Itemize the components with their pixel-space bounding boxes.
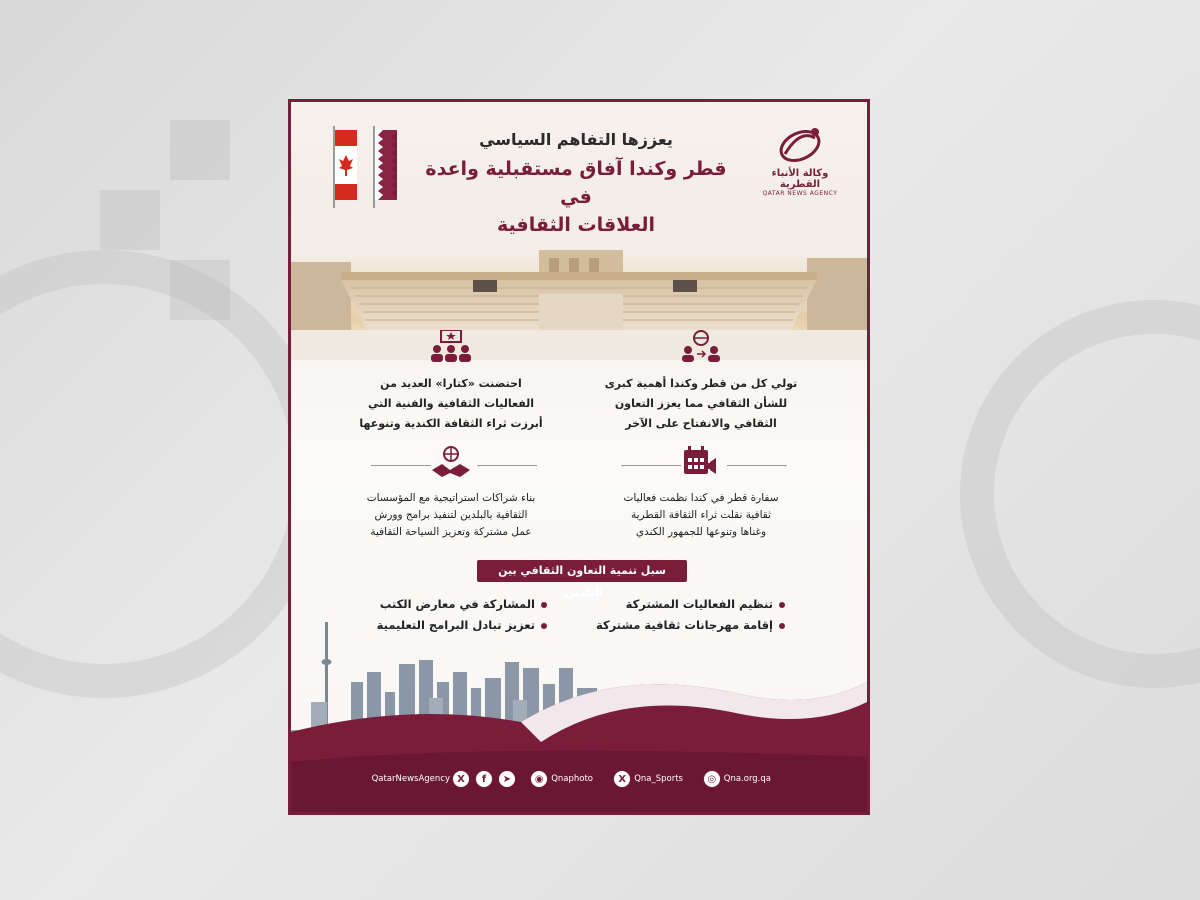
qna-logo xyxy=(755,124,845,197)
x-icon: X xyxy=(452,770,470,788)
headline-subtitle: يعززها التفاهم السياسي xyxy=(479,130,673,149)
info-line: وغناها وتنوعها للجمهور الكندي xyxy=(635,526,767,538)
qna-link[interactable]: QatarNewsAgency X f ➤ xyxy=(372,768,519,790)
info-line: للشأن الثقافي مما يعزز التعاون xyxy=(614,397,788,410)
headline-title-line2: العلاقات الثقافية xyxy=(496,214,655,236)
logo-english-text: QATAR NEWS AGENCY xyxy=(762,190,838,197)
canada-flag xyxy=(333,126,361,212)
globe-icon: ◎ xyxy=(703,770,721,788)
social-bar xyxy=(371,768,771,792)
info-line: بناء شراكات استراتيجية مع المؤسسات xyxy=(366,492,536,504)
info-line: الثقافية بالبلدين لتنفيذ برامج وورش xyxy=(374,509,528,521)
info-block-embassy xyxy=(591,446,811,541)
info-block-katara xyxy=(341,330,561,434)
info-line: تولي كل من قطر وكندا أهمية كبرى xyxy=(604,377,798,390)
handshake-icon xyxy=(430,446,472,478)
sports-link[interactable]: X Qna_Sports xyxy=(611,768,683,790)
qna-emblem-icon xyxy=(775,124,825,168)
telegram-icon: ➤ xyxy=(498,770,516,788)
info-line: الثقافي والانفتاح على الآخر xyxy=(625,417,777,430)
way-item: المشاركة في معارض الكتب xyxy=(380,597,547,611)
ways-title: سبل تنمية التعاون الثقافي بين البلدين: xyxy=(477,560,687,582)
info-line: ثقافية نقلت ثراء الثقافة القطرية xyxy=(630,509,772,521)
way-item: تنظيم الفعاليات المشتركة xyxy=(626,597,785,611)
instagram-icon: ◉ xyxy=(530,770,548,788)
info-block-importance xyxy=(591,330,811,434)
headline xyxy=(411,130,741,239)
background-logo-arc-right xyxy=(960,300,1200,688)
qatar-flag xyxy=(373,126,401,212)
background-square xyxy=(170,120,230,180)
info-line: احتضنت «كتارا» العديد من xyxy=(380,377,522,390)
info-line: الفعاليات الثقافية والفنية التي xyxy=(367,397,535,410)
info-line: عمل مشتركة وتعزيز السياحة الثقافية xyxy=(370,526,532,538)
background-square xyxy=(170,260,230,320)
info-line: سفارة قطر في كندا نظمت فعاليات xyxy=(623,492,779,504)
people-exchange-icon xyxy=(680,330,722,362)
info-block-partnerships xyxy=(341,446,561,541)
audience-icon xyxy=(430,330,472,362)
way-item: إقامة مهرجانات ثقافية مشتركة xyxy=(596,618,785,632)
background-logo-arc xyxy=(0,250,328,698)
facebook-icon: f xyxy=(475,770,493,788)
photo-link[interactable]: ◉ Qnaphoto xyxy=(528,768,593,790)
infographic-poster xyxy=(288,99,870,815)
info-line: أبرزت ثراء الثقافة الكندية وتنوعها xyxy=(359,417,543,430)
headline-title-line1: قطر وكندا آفاق مستقبلية واعدة في xyxy=(425,158,727,208)
logo-arabic-text: وكالة الأنباء القطرية xyxy=(771,168,829,190)
way-item: تعزيز تبادل البرامج التعليمية xyxy=(377,618,547,632)
x-icon: X xyxy=(613,770,631,788)
calendar-icon xyxy=(680,446,722,478)
website-link[interactable]: ◎ Qna.org.qa xyxy=(701,768,771,790)
background-square xyxy=(100,190,160,250)
